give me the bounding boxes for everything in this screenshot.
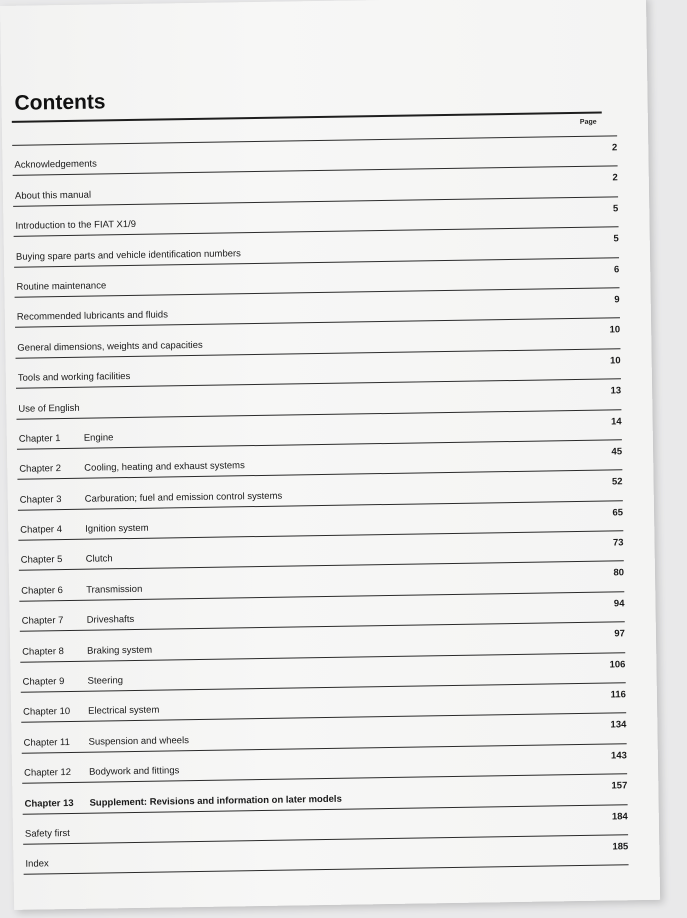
chapter-number: Chapter 11 xyxy=(23,736,70,749)
entry-title: Bodywork and fittings xyxy=(88,765,180,778)
entry-title: Electrical system xyxy=(88,705,160,718)
chapter-number: Chatper 4 xyxy=(20,524,63,536)
page-number: 5 xyxy=(613,233,619,245)
chapter-number: Chapter 13 xyxy=(24,797,74,810)
page-number: 2 xyxy=(611,142,618,154)
entry-title: Suspension and wheels xyxy=(88,734,190,748)
chapter-number: Chapter 1 xyxy=(18,433,61,445)
chapter-number: Chapter 6 xyxy=(21,584,64,597)
page-number: 52 xyxy=(611,476,623,488)
page-number: 143 xyxy=(610,750,627,762)
contents-entry xyxy=(15,189,91,201)
entry-title: Introduction to the FIAT X1/9 xyxy=(15,219,137,232)
entry-title: Routine maintenance xyxy=(16,280,107,293)
contents-entry xyxy=(17,310,168,323)
entry-title: Supplement: Revisions and information on later models xyxy=(89,793,342,809)
entry-title: Safety first xyxy=(24,827,70,840)
page-number: 80 xyxy=(613,567,625,579)
page-number: 45 xyxy=(611,446,623,458)
contents-entry xyxy=(22,644,152,657)
entry-title: Carburation; fuel and emission control systems xyxy=(84,490,283,505)
page-number: 13 xyxy=(610,385,622,397)
page-number: 9 xyxy=(614,294,620,306)
contents-entry xyxy=(20,490,283,505)
contents-entry xyxy=(24,765,179,778)
entry-title: Ignition system xyxy=(85,522,149,535)
entry-title: Use of English xyxy=(18,402,80,415)
page-number: 106 xyxy=(609,658,626,671)
contents-list xyxy=(12,135,628,875)
chapter-number: Chapter 7 xyxy=(21,615,64,627)
entry-title: Transmission xyxy=(86,583,143,596)
page-column-header: Page xyxy=(579,118,597,126)
page-number: 116 xyxy=(610,689,626,701)
page-number: 184 xyxy=(611,810,628,823)
contents-entry xyxy=(15,219,136,232)
page-number: 94 xyxy=(613,598,625,610)
contents-entry xyxy=(18,371,131,384)
contents-entry xyxy=(14,159,97,171)
contents-entry xyxy=(23,675,124,688)
contents-entry xyxy=(17,340,203,354)
entry-title: About this manual xyxy=(14,189,92,202)
chapter-number: Chapter 3 xyxy=(19,493,62,506)
entry-title: Recommended lubricants and fluids xyxy=(16,309,168,324)
contents-entry xyxy=(16,280,106,292)
page-number: 5 xyxy=(612,203,619,215)
page-number: 2 xyxy=(612,172,618,184)
entry-title: Cooling, heating and exhaust systems xyxy=(84,460,245,475)
page-number: 10 xyxy=(609,324,621,336)
page-number: 97 xyxy=(614,628,626,640)
entry-title: Buying spare parts and vehicle identification numbers xyxy=(15,247,241,263)
entry-title: Steering xyxy=(87,675,124,687)
page-number: 134 xyxy=(610,719,627,731)
entry-title: Engine xyxy=(83,432,114,444)
contents-entry xyxy=(25,828,70,840)
entry-title: Tools and working facilities xyxy=(17,371,131,384)
entry-title: Index xyxy=(25,858,49,871)
entry-title: Driveshafts xyxy=(86,614,135,626)
page-number: 10 xyxy=(609,355,621,367)
contents-entry xyxy=(25,859,48,870)
contents-entry xyxy=(21,554,113,566)
contents-entry xyxy=(23,735,189,749)
contents-entry xyxy=(22,614,135,627)
entry-title: Braking system xyxy=(87,644,153,657)
contents-entry xyxy=(19,432,114,444)
page-title: Contents xyxy=(14,90,106,115)
entry-title: Clutch xyxy=(85,553,113,566)
chapter-number: Chapter 8 xyxy=(22,645,64,658)
contents-entry xyxy=(23,705,159,718)
page-number: 6 xyxy=(613,263,620,275)
contents-entry xyxy=(21,584,142,597)
contents-entry xyxy=(24,793,341,809)
chapter-number: Chapter 12 xyxy=(23,767,72,779)
chapter-number: Chapter 2 xyxy=(19,463,62,476)
page-number: 185 xyxy=(612,841,629,853)
contents-entry xyxy=(16,248,241,263)
page-number: 14 xyxy=(610,415,622,427)
contents-entry xyxy=(18,402,79,414)
chapter-number: Chapter 5 xyxy=(20,554,63,567)
chapter-number: Chapter 10 xyxy=(23,706,71,719)
entry-title: Acknowledgements xyxy=(14,158,97,172)
chapter-number: Chapter 9 xyxy=(22,676,65,688)
contents-entry xyxy=(20,523,149,536)
entry-title: General dimensions, weights and capacities xyxy=(17,339,203,354)
page-number: 73 xyxy=(612,537,624,549)
page-number: 65 xyxy=(612,506,624,519)
page-number: 157 xyxy=(611,780,628,792)
contents-entry xyxy=(19,461,245,476)
